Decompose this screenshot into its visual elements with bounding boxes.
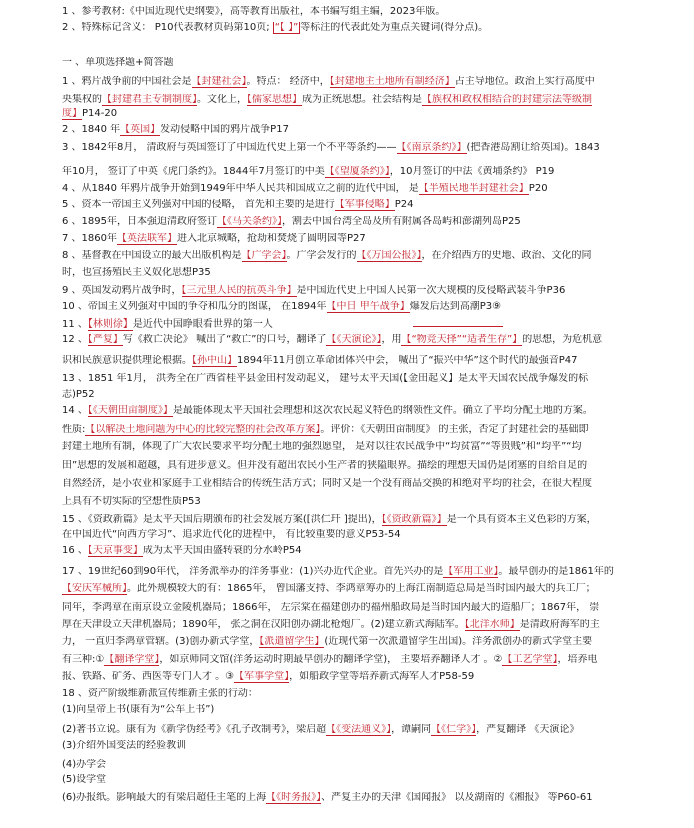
q18-line-6: (5)设学堂 [62,774,107,785]
keyword: 【封建地主土地所有制经济】 [329,76,455,87]
keyword: 【族权和政权相结合的封建宗法等级制 [422,94,592,105]
keyword: 【以解决土地问题为中心的比较完整的社会改革方案】 [85,424,321,435]
q11-line: 11 、【林则徐】是近代中国睁眼看世界的第一人 [62,317,678,331]
q14-line-6: 上具有不切实际的空想性质P53 [62,496,201,507]
q18-line-3: (2)著书立说。康有为《新学伪经考》《孔子改制考》，梁启超【《变法通义》】，谭嗣同【《仁学》】，严复翻译 《天演论》 [62,724,580,735]
keyword: 【半殖民地半封建社会】 [418,183,529,194]
q14-line-1: 14 、【《天朝田亩制度》】是最能体现太平天国社会理想和这次农民起义特色的纲领性文件。确立了平均分配土地的方案。 [62,405,593,416]
keyword: 【工艺学堂】 [502,654,558,665]
q17-line-1: 17 、19世纪60到90年代， 洋务派举办的洋务事业：(1)兴办近代企业。首先兴办的是【军用工业】。最早创办的是1861年的 [62,566,614,577]
keyword: 【封建社会】 [191,76,247,87]
q9-line: 9 、英国发动鸦片战争时，【三元里人民的抗英斗争】是中国近代史上中国人民第一次大规模的反侵略武装斗争P36 [62,285,566,296]
q17-line-3: 同年，李鸿章在南京设立金陵机器局；1866年， 左宗棠在福建创办的福州船政局是当时国内最大的造船厂；1867年， 崇 [62,602,600,613]
q14-line-4: 田”思想的发展和超越，具有进步意义。但并没有超出农民小生产者的狭隘眼界。描绘的理想天国仍是闭塞的自给自足的 [62,460,588,471]
keyword: 【《资政新篇》】 [381,514,447,525]
keyword: 【《天演论》】 [326,334,382,345]
keyword: 【《马关条约》】 [217,216,282,227]
q17-line-2: 【安庆军械所】。此外规模较大的有：1865年， 曾国藩支持、李鸿章筹办的上海江南制造总局是当时国内最大的兵工厂； [62,583,596,594]
answer-blank [413,317,503,327]
keyword: 【派遣留学生】 [259,636,325,647]
q17-line-4: 厚在天津设立天津机器局；1890年， 张之洞在汉阳创办湖北枪炮厂。(2)建立新式海陆军。【北洋水师】是清政府海军的主 [62,619,600,630]
header-line-2: 2 、特殊标记含义： P10代表教材页码第10页; “【 】” 等标注的代表此处为重点关键词(得分点)。 [62,22,489,33]
q13-line-1: 13 、1851 年1月， 洪秀全在广西省桂平县金田村发动起义， 建号太平天国(【金田起义】是太平天国农民战争爆发的标 [62,373,589,384]
q18-line-7: (6)办报纸。影响最大的有梁启超任主笔的上海【《时务报》】、严复主办的天津《国闻报》 以及湖南的《湘报》 等P60-61 [62,792,593,803]
q16-line: 16 、【天京事变】成为太平天国由盛转衰的分水岭P54 [62,545,302,556]
keyword: 【《时务报》】 [266,792,322,803]
q13-line-2: 志)P52 [62,389,95,400]
q14-line-3: 封建土地所有制，体现了广大农民要求平均分配土地的强烈愿望， 是对以往农民战争中“均贫富”“等贵贱”和“均平”“均 [62,441,582,452]
q5-line: 5 、资本一帝国主义列强对中国的侵略， 首先和主要的是进行【军事侵略】P24 [62,199,414,210]
keyword: 【儒家思想】 [247,94,302,105]
keyword: 【《万国公报》】 [356,250,422,261]
q14-line-5: 自然经济，是小农业和家庭手工业相结合的传统生活方式；同时又是一个没有商品交换的和绝对平均的社会，在很大程度 [62,478,592,489]
keyword: 【《天朝田亩制度》】 [87,405,173,416]
keyword: 【《仁学》】 [431,724,477,735]
keyword: 【林则徐】 [87,319,133,330]
section-title: 一 、单项选择题+简答题 [62,57,174,68]
keyword-marker: “【 】” [274,22,299,33]
keyword: 【安庆军械所】 [62,583,127,594]
q17-line-5: 力， 一直归李鸿章管辖。(3)创办新式学堂，【派遣留学生】(近现代第一次派遣留学生出国)。洋务派创办的新式学堂主要 [62,636,593,647]
q18-line-2: (1)向皇帝上书(康有为“公车上书”) [62,704,215,715]
keyword: 【严复】 [87,334,123,345]
q17-line-7: 报、铁路、矿务、西医等专门人才 。③【军事学堂】，如船政学堂等培养新式海军人才P58-59 [62,671,475,682]
keyword: 【广学会】 [241,250,287,261]
q2-line: 2 、1840 年【英国】发动侵略中国的鸦片战争P17 [62,124,289,135]
q14-line-2: 性质:【以解决土地问题为中心的比较完整的社会改革方案】。评价：《天朝田亩制度》 的主张，否定了封建社会的基础即 [62,424,589,435]
keyword: 【孙中山】 [192,355,237,366]
keyword: 【中日 甲午战争】 [326,301,410,312]
keyword: 度】 [62,108,82,119]
keyword: 【英国】 [120,124,161,135]
q15-line-1: 15 、《资政新篇》是太平天国后期颁布的社会发展方案([洪仁玕 ]提出)，【《资政新篇》】是一个具有资本主义色彩的方案， [62,514,597,525]
keyword: 【军用工业】 [443,566,499,577]
keyword: 【《变法通义》】 [326,724,392,735]
q18-line-5: (4)办学会 [62,759,107,770]
q8-line-2: 时，也宣扬殖民主义奴化思想P35 [62,267,211,278]
keyword: 【《南京条约》】 [396,142,467,153]
q4-line: 4 、从1840 年鸦片战争开始到1949年中华人民共和国成立之前的近代中国， 是【半殖民地半封建社会】P20 [62,183,548,194]
q1-line-1: 1 、鸦片战争前的中国社会是【封建社会】。特点： 经济中，【封建地主土地所有制经济】占主导地位。政治上实行高度中 [62,76,595,87]
q3-line-2: 年10月， 签订了中英《虎门条约》。1844年7月签订的中美【《望厦条约》】，10月签订的中法《黄埔条约》 P19 [62,166,555,177]
keyword: 【翻译学堂】 [104,654,160,665]
q10-line: 10 、帝国主义列强对中国的争夺和瓜分的图谋， 在1894年【中日 甲午战争】爆发后达到高潮P3⑨ [62,301,502,312]
keyword: 【英法联军】 [117,233,177,244]
q18-line-4: (3)介绍外国变法的经验教训 [62,740,187,751]
keyword: 【《望厦条约》】 [324,166,390,177]
q12-line-1: 12 、【严复】写《救亡决论》 喊出了“救亡”的口号，翻译了【《天演论》】，用【“物竞天择”“适者生存”】的思想，为危机意 [62,334,603,345]
q6-line: 6 、1895年，日本强迫清政府签订【《马关条约》】，割去中国台湾全岛及所有附属各岛屿和澎湖列岛P25 [62,216,521,227]
q1-line-2: 央集权的【封建君主专制制度】。文化上，【儒家思想】成为正统思想。社会结构是【族权和政权相结合的封建宗法等级制 [62,94,592,105]
keyword: 【天京事变】 [87,545,143,556]
keyword: 【北洋水师】 [464,619,520,630]
header-line-1: 1 、参考教材:《中国近现代史纲要》，高等教育出版社，本书编写组主编，2023年版。 [62,6,446,17]
q3-line-1: 3 、1842年8月， 清政府与英国签订了中国近代史上第一个不平等条约——【《南京条约》】(把香港岛割让给英国)。1843 [62,142,600,153]
q17-line-6: 有三种:①【翻译学堂】，如京师同文馆(洋务运动时期最早创办的翻译学堂)， 主要培养翻译人才 。②【工艺学堂】，培养电 [62,654,598,665]
keyword: 【封建君主专制制度】 [102,94,197,105]
q18-line-1: 18 、资产阶级维新派宣传维新主张的行动： [62,688,258,699]
q8-line-1: 8 、基督教在中国设立的最大出版机构是【广学会】。广学会发行的【《万国公报》】，在介绍西方的史地、政治、文化的同 [62,250,592,261]
q15-line-2: 在中国近代“向西方学习”、追求近代化的进程中， 有比较重要的意义P53-54 [62,529,401,540]
keyword: 【军事学堂】 [234,671,290,682]
q12-line-2: 识和民族意识提供理论根据。【孙中山】1894年11月创立革命团体兴中会， 喊出了“振兴中华”这个时代的最强音P47 [62,355,578,366]
q7-line: 7 、1860年【英法联军】进入北京城略，抢劫和焚烧了圆明园等P27 [62,233,366,244]
keyword: 【“物竞天择”“适者生存”】 [401,334,523,345]
keyword: 【三元里人民的抗英斗争】 [181,285,297,296]
q1-line-3: 度】P14-20 [62,108,118,119]
keyword: 【军事侵略】 [334,199,395,210]
